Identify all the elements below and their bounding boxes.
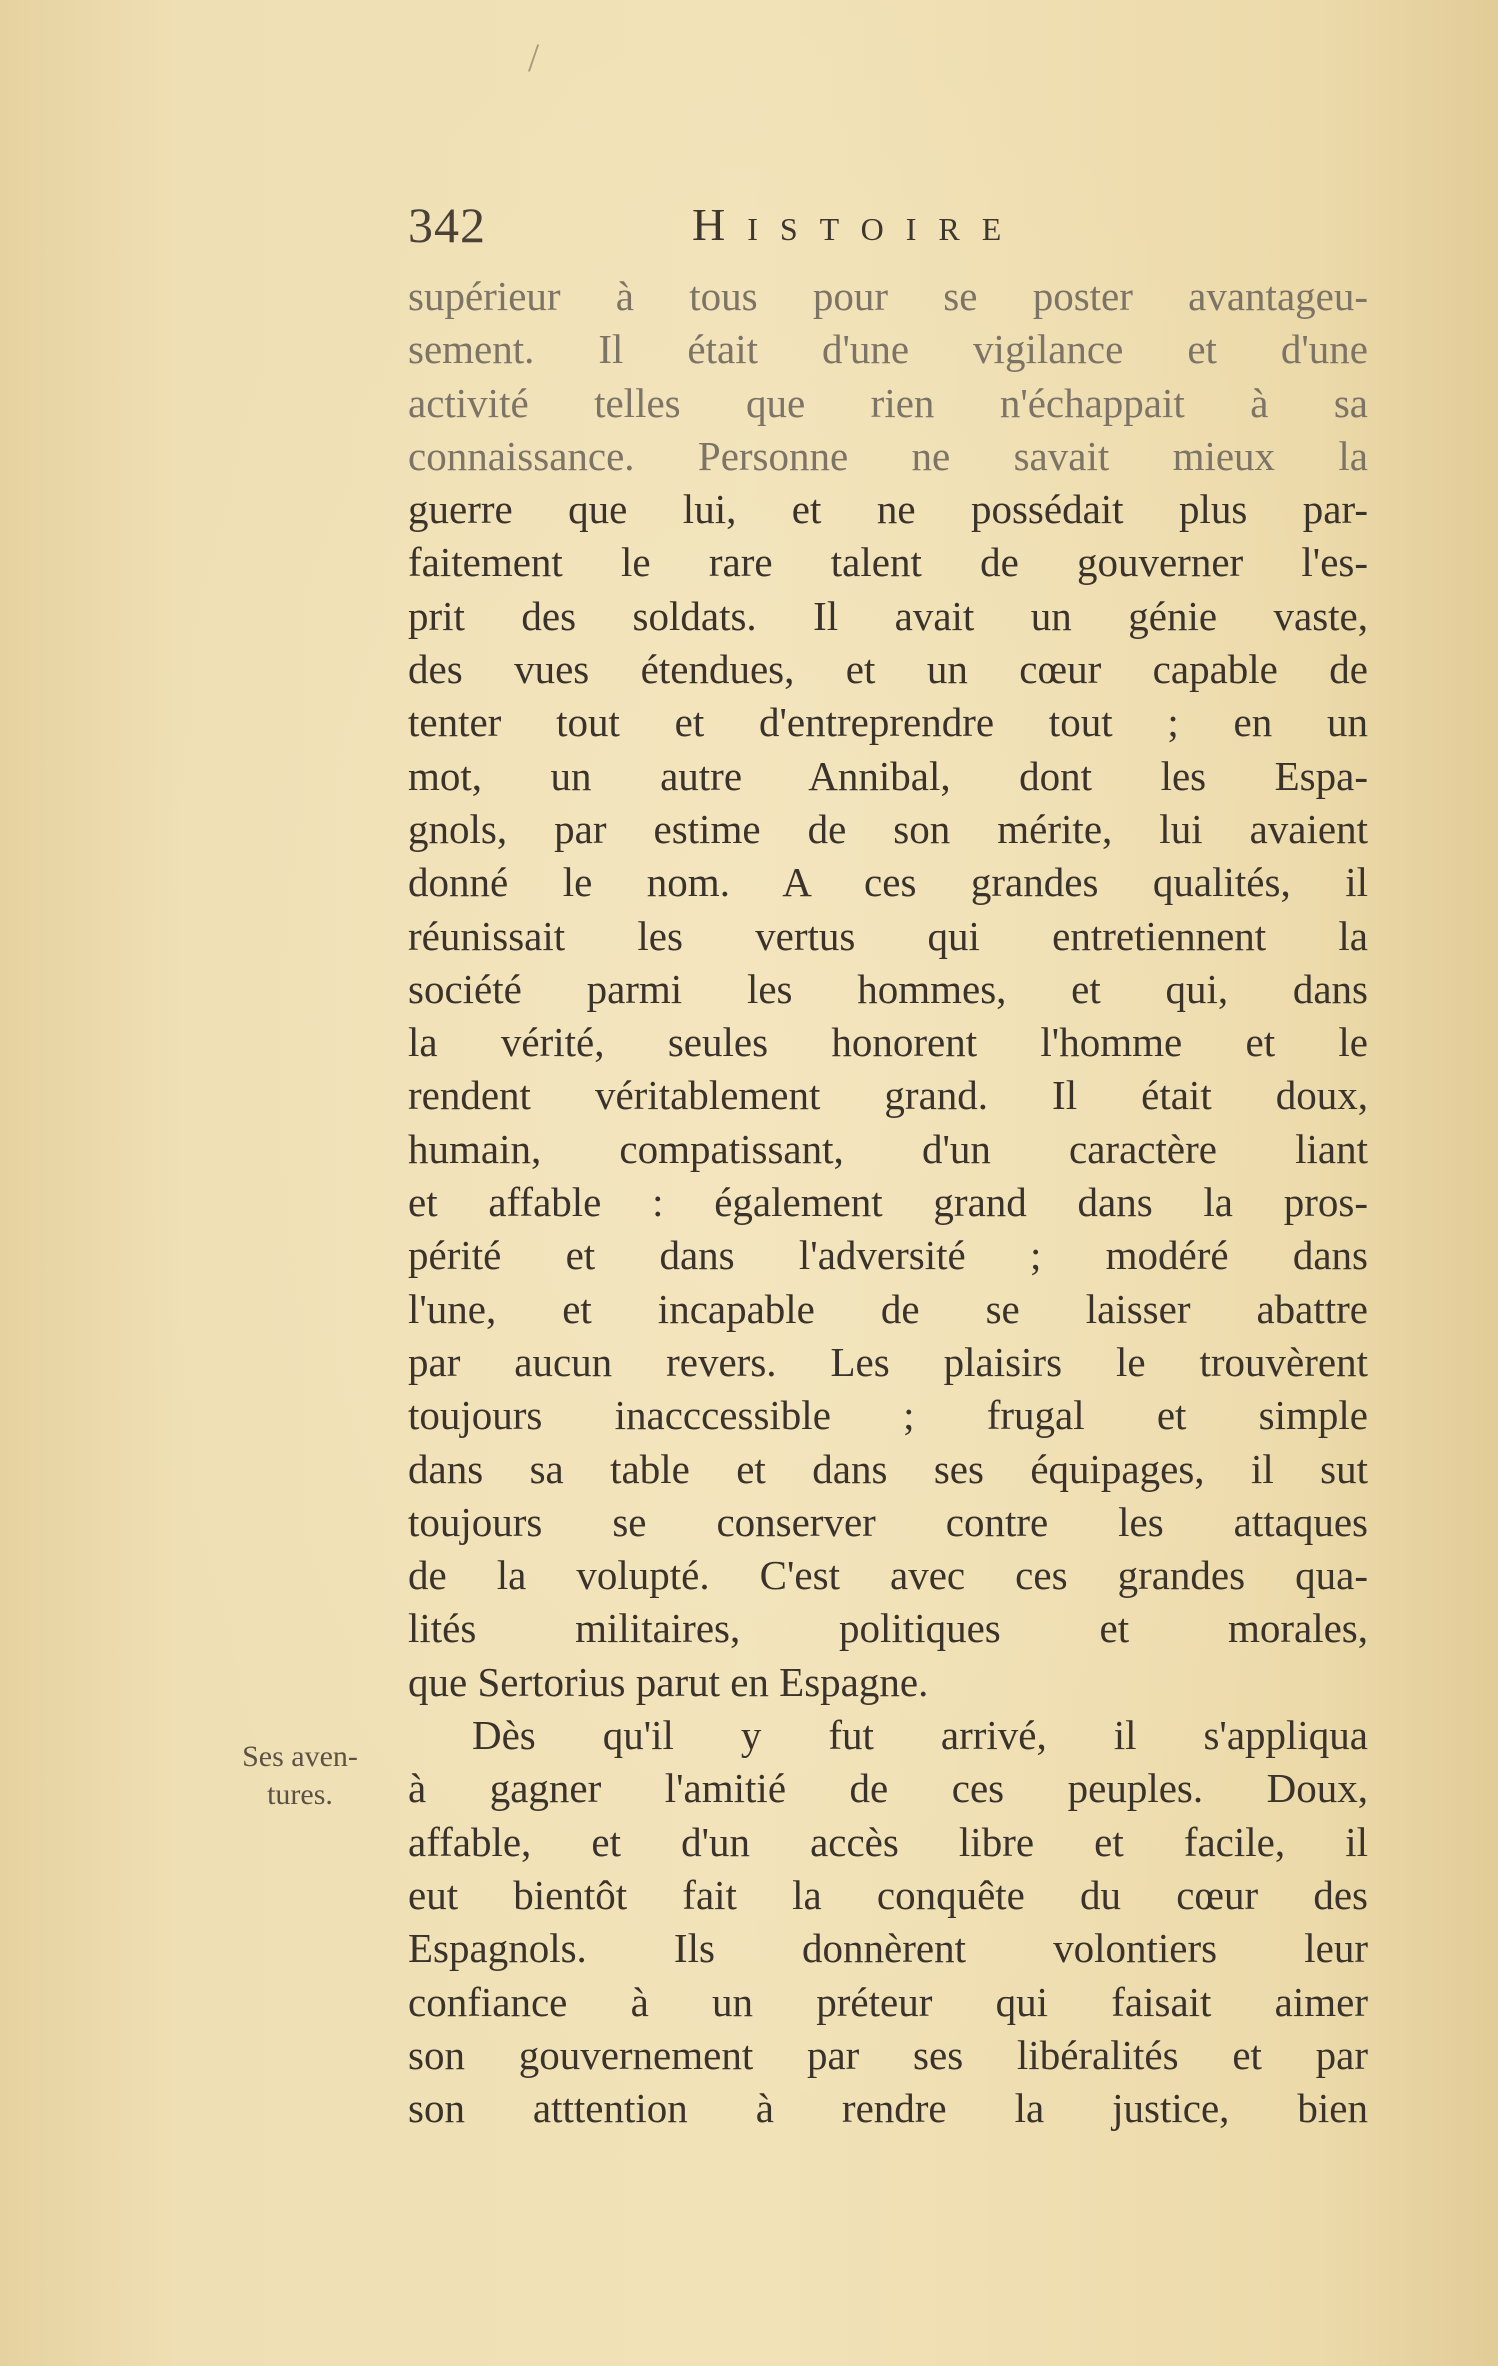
text-line: son gouvernement par ses libéralités et par: [408, 2031, 1368, 2078]
text-line: sement. Il était d'une vigilance et d'une: [408, 326, 1368, 373]
text-line: toujours se conserver contre les attaques: [408, 1498, 1368, 1545]
text-line: la vérité, seules honorent l'homme et le: [408, 1019, 1368, 1066]
text-line: et affable : également grand dans la pros-: [408, 1179, 1368, 1226]
text-line: gnols, par estime de son mérite, lui avaient: [408, 805, 1368, 852]
text-line: affable, et d'un accès libre et facile, il: [408, 1818, 1368, 1865]
text-line: supérieur à tous pour se poster avantageu-: [408, 273, 1368, 319]
margin-note-line: tures.: [267, 1778, 333, 1811]
ink-mark-icon: /: [528, 35, 540, 80]
text-line: connaissance. Personne ne savait mieux la: [408, 432, 1368, 479]
text-line: son atttention à rendre la justice, bien: [408, 2085, 1368, 2132]
text-line: rendent véritablement grand. Il était doux,: [408, 1072, 1368, 1119]
text-line: guerre que lui, et ne possédait plus par-: [408, 486, 1368, 533]
text-line: toujours inacccessible ; frugal et simple: [408, 1392, 1368, 1439]
paragraph-2: [408, 1709, 1368, 2135]
text-line: l'une, et incapable de se laisser abattre: [408, 1285, 1368, 1332]
running-head: [408, 196, 1128, 252]
text-line: dans sa table et dans ses équipages, il sut: [408, 1445, 1368, 1492]
paragraph-1: [408, 270, 1368, 1709]
text-line: mot, un autre Annibal, dont les Espa-: [408, 752, 1368, 799]
text-line: humain, compatissant, d'un caractère liant: [408, 1125, 1368, 1172]
text-line: lités militaires, politiques et morales,: [408, 1605, 1368, 1652]
page-number: 342: [408, 197, 486, 253]
text-line: prit des soldats. Il avait un génie vaste,: [408, 592, 1368, 639]
text-line: périté et dans l'adversité ; modéré dans: [408, 1232, 1368, 1279]
text-line: confiance à un préteur qui faisait aimer: [408, 1978, 1368, 2025]
text-line: Espagnols. Ils donnèrent volontiers leur: [408, 1925, 1368, 1972]
text-line: de la volupté. C'est avec ces grandes qua-: [408, 1552, 1368, 1599]
text-line: société parmi les hommes, et qui, dans: [408, 965, 1368, 1012]
text-line: eut bientôt fait la conquête du cœur des: [408, 1871, 1368, 1918]
text-line: activité telles que rien n'échappait à sa: [408, 379, 1368, 426]
text-line: Dès qu'il y fut arrivé, il s'appliqua: [472, 1712, 1368, 1759]
text-line: par aucun revers. Les plaisirs le trouvèrent: [408, 1338, 1368, 1385]
text-line: tenter tout et d'entreprendre tout ; en un: [408, 699, 1368, 746]
text-line: faitement le rare talent de gouverner l'es-: [408, 539, 1368, 586]
text-line: que Sertorius parut en Espagne.: [408, 1658, 929, 1705]
text-line: à gagner l'amitié de ces peuples. Doux,: [408, 1765, 1368, 1812]
body-text: [408, 270, 1368, 2135]
text-line: des vues étendues, et un cœur capable de: [408, 646, 1368, 693]
text-line: réunissait les vertus qui entretiennent la: [408, 912, 1368, 959]
running-title: Histoire: [692, 199, 1024, 250]
margin-note: [200, 1738, 400, 1814]
margin-note-line: Ses aven-: [242, 1740, 358, 1773]
text-line: donné le nom. A ces grandes qualités, il: [408, 859, 1368, 906]
